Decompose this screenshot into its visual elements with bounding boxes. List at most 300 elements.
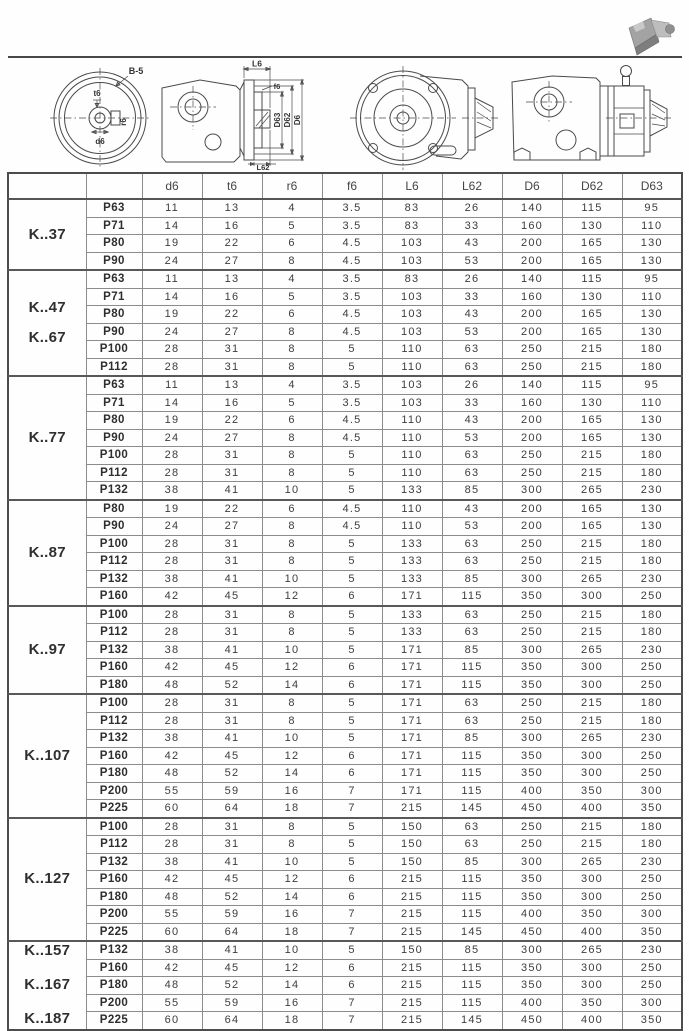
value-cell: 31 — [202, 358, 262, 376]
value-cell: 3.5 — [322, 376, 382, 394]
table-row — [8, 358, 682, 376]
value-cell: 10 — [262, 641, 322, 659]
value-cell: 10 — [262, 941, 322, 959]
value-cell: 12 — [262, 659, 322, 677]
value-cell: 265 — [562, 641, 622, 659]
value-cell: 7 — [322, 994, 382, 1012]
value-cell: 133 — [382, 606, 442, 624]
value-cell: 350 — [502, 765, 562, 783]
value-cell: 165 — [562, 429, 622, 447]
value-cell: 130 — [622, 323, 682, 341]
column-header: t6 — [202, 173, 262, 199]
value-cell: 171 — [382, 588, 442, 606]
motor-size-cell: P180 — [86, 765, 142, 783]
value-cell: 31 — [202, 836, 262, 854]
value-cell: 130 — [622, 235, 682, 253]
motor-size-cell: P160 — [86, 747, 142, 765]
value-cell: 215 — [382, 906, 442, 924]
table-row — [8, 782, 682, 800]
value-cell: 31 — [202, 818, 262, 836]
drawing-flange-end-view — [50, 66, 150, 168]
motor-size-cell: P225 — [86, 800, 142, 818]
value-cell: 52 — [202, 765, 262, 783]
value-cell: 180 — [622, 818, 682, 836]
value-cell: 41 — [202, 570, 262, 588]
value-cell: 215 — [382, 800, 442, 818]
column-header: r6 — [262, 173, 322, 199]
table-row — [8, 429, 682, 447]
value-cell: 171 — [382, 694, 442, 712]
value-cell: 42 — [142, 588, 202, 606]
value-cell: 300 — [502, 482, 562, 500]
column-header — [86, 173, 142, 199]
value-cell: 180 — [622, 694, 682, 712]
value-cell: 53 — [442, 518, 502, 536]
table-row — [8, 376, 682, 394]
value-cell: 28 — [142, 553, 202, 571]
value-cell: 43 — [442, 412, 502, 430]
value-cell: 180 — [622, 464, 682, 482]
value-cell: 27 — [202, 429, 262, 447]
value-cell: 5 — [322, 570, 382, 588]
motor-size-cell: P63 — [86, 270, 142, 288]
table-header — [8, 173, 682, 199]
value-cell: 6 — [322, 659, 382, 677]
value-cell: 200 — [502, 252, 562, 270]
value-cell: 5 — [322, 358, 382, 376]
motor-size-cell: P200 — [86, 994, 142, 1012]
value-cell: 215 — [562, 358, 622, 376]
value-cell: 38 — [142, 641, 202, 659]
value-cell: 4.5 — [322, 235, 382, 253]
value-cell: 115 — [442, 747, 502, 765]
value-cell: 55 — [142, 906, 202, 924]
motor-size-cell: P112 — [86, 836, 142, 854]
value-cell: 4.5 — [322, 323, 382, 341]
dimension-table — [7, 172, 683, 1031]
value-cell: 52 — [202, 888, 262, 906]
motor-size-cell: P200 — [86, 782, 142, 800]
value-cell: 130 — [562, 288, 622, 306]
motor-size-cell: P200 — [86, 906, 142, 924]
value-cell: 171 — [382, 676, 442, 694]
value-cell: 42 — [142, 871, 202, 889]
value-cell: 165 — [562, 252, 622, 270]
motor-size-cell: P160 — [86, 588, 142, 606]
value-cell: 28 — [142, 447, 202, 465]
value-cell: 130 — [622, 500, 682, 518]
motor-size-cell: P112 — [86, 553, 142, 571]
value-cell: 115 — [442, 977, 502, 995]
motor-size-cell: P132 — [86, 730, 142, 748]
group-label-cell — [8, 694, 86, 818]
value-cell: 6 — [322, 588, 382, 606]
value-cell: 8 — [262, 606, 322, 624]
value-cell: 55 — [142, 782, 202, 800]
value-cell: 215 — [382, 1012, 442, 1030]
value-cell: 300 — [562, 977, 622, 995]
motor-size-cell: P71 — [86, 288, 142, 306]
table-row — [8, 871, 682, 889]
value-cell: 115 — [442, 959, 502, 977]
group-label: K..127 — [24, 870, 71, 888]
value-cell: 63 — [442, 447, 502, 465]
value-cell: 350 — [562, 906, 622, 924]
value-cell: 103 — [382, 252, 442, 270]
value-cell: 38 — [142, 941, 202, 959]
value-cell: 3.5 — [322, 217, 382, 235]
value-cell: 12 — [262, 959, 322, 977]
column-header: f6 — [322, 173, 382, 199]
value-cell: 230 — [622, 853, 682, 871]
value-cell: 215 — [382, 923, 442, 941]
value-cell: 5 — [322, 341, 382, 359]
value-cell: 26 — [442, 199, 502, 217]
value-cell: 350 — [502, 977, 562, 995]
value-cell: 215 — [562, 606, 622, 624]
table-row — [8, 447, 682, 465]
group-label: K..77 — [28, 428, 66, 446]
value-cell: 10 — [262, 570, 322, 588]
column-header: D62 — [562, 173, 622, 199]
value-cell: 300 — [622, 994, 682, 1012]
value-cell: 14 — [262, 888, 322, 906]
value-cell: 133 — [382, 624, 442, 642]
value-cell: 28 — [142, 606, 202, 624]
table-row — [8, 606, 682, 624]
value-cell: 160 — [502, 394, 562, 412]
motor-size-cell: P100 — [86, 447, 142, 465]
motor-size-cell: P132 — [86, 641, 142, 659]
value-cell: 60 — [142, 1012, 202, 1030]
value-cell: 350 — [502, 871, 562, 889]
value-cell: 26 — [442, 376, 502, 394]
value-cell: 27 — [202, 323, 262, 341]
value-cell: 171 — [382, 765, 442, 783]
value-cell: 6 — [322, 959, 382, 977]
value-cell: 85 — [442, 730, 502, 748]
value-cell: 3.5 — [322, 199, 382, 217]
value-cell: 133 — [382, 482, 442, 500]
value-cell: 16 — [262, 906, 322, 924]
value-cell: 4 — [262, 270, 322, 288]
value-cell: 18 — [262, 1012, 322, 1030]
value-cell: 10 — [262, 730, 322, 748]
value-cell: 13 — [202, 376, 262, 394]
value-cell: 45 — [202, 588, 262, 606]
value-cell: 7 — [322, 782, 382, 800]
table-row — [8, 1012, 682, 1030]
motor-size-cell: P112 — [86, 358, 142, 376]
value-cell: 13 — [202, 270, 262, 288]
value-cell: 4 — [262, 199, 322, 217]
value-cell: 115 — [442, 888, 502, 906]
value-cell: 5 — [322, 553, 382, 571]
value-cell: 31 — [202, 341, 262, 359]
value-cell: 300 — [502, 941, 562, 959]
value-cell: 5 — [262, 394, 322, 412]
value-cell: 43 — [442, 306, 502, 324]
value-cell: 350 — [502, 588, 562, 606]
value-cell: 130 — [622, 518, 682, 536]
drawing-flange-front-view — [350, 66, 498, 170]
value-cell: 4.5 — [322, 500, 382, 518]
value-cell: 8 — [262, 624, 322, 642]
table-row — [8, 818, 682, 836]
value-cell: 31 — [202, 535, 262, 553]
value-cell: 14 — [262, 977, 322, 995]
dim-label-r6: r6 — [119, 118, 128, 126]
value-cell: 215 — [562, 553, 622, 571]
value-cell: 133 — [382, 535, 442, 553]
value-cell: 103 — [382, 394, 442, 412]
value-cell: 300 — [562, 676, 622, 694]
table-row — [8, 624, 682, 642]
value-cell: 11 — [142, 270, 202, 288]
value-cell: 250 — [502, 447, 562, 465]
value-cell: 130 — [622, 306, 682, 324]
value-cell: 200 — [502, 235, 562, 253]
value-cell: 7 — [322, 1012, 382, 1030]
value-cell: 215 — [382, 977, 442, 995]
value-cell: 265 — [562, 482, 622, 500]
value-cell: 59 — [202, 782, 262, 800]
value-cell: 250 — [502, 553, 562, 571]
value-cell: 300 — [622, 906, 682, 924]
value-cell: 5 — [322, 836, 382, 854]
value-cell: 115 — [442, 588, 502, 606]
value-cell: 22 — [202, 306, 262, 324]
value-cell: 400 — [562, 1012, 622, 1030]
motor-size-cell: P132 — [86, 853, 142, 871]
value-cell: 350 — [502, 676, 562, 694]
value-cell: 115 — [562, 376, 622, 394]
value-cell: 215 — [562, 447, 622, 465]
dim-label-d63: D63 — [273, 112, 282, 128]
value-cell: 60 — [142, 800, 202, 818]
value-cell: 130 — [562, 394, 622, 412]
value-cell: 53 — [442, 429, 502, 447]
value-cell: 300 — [622, 782, 682, 800]
value-cell: 350 — [502, 888, 562, 906]
group-label: K..187 — [24, 1010, 71, 1028]
value-cell: 300 — [502, 570, 562, 588]
table-row — [8, 518, 682, 536]
value-cell: 16 — [202, 288, 262, 306]
value-cell: 300 — [562, 747, 622, 765]
table-row — [8, 500, 682, 518]
value-cell: 8 — [262, 447, 322, 465]
value-cell: 45 — [202, 659, 262, 677]
value-cell: 28 — [142, 712, 202, 730]
value-cell: 115 — [442, 994, 502, 1012]
value-cell: 42 — [142, 747, 202, 765]
value-cell: 18 — [262, 800, 322, 818]
value-cell: 160 — [502, 288, 562, 306]
value-cell: 350 — [502, 959, 562, 977]
value-cell: 85 — [442, 941, 502, 959]
value-cell: 215 — [562, 535, 622, 553]
value-cell: 250 — [622, 588, 682, 606]
value-cell: 95 — [622, 199, 682, 217]
value-cell: 63 — [442, 606, 502, 624]
value-cell: 180 — [622, 358, 682, 376]
value-cell: 60 — [142, 923, 202, 941]
value-cell: 52 — [202, 676, 262, 694]
value-cell: 63 — [442, 535, 502, 553]
value-cell: 180 — [622, 535, 682, 553]
value-cell: 12 — [262, 747, 322, 765]
value-cell: 38 — [142, 853, 202, 871]
value-cell: 63 — [442, 818, 502, 836]
table-row — [8, 977, 682, 995]
table-row — [8, 412, 682, 430]
value-cell: 5 — [322, 447, 382, 465]
value-cell: 14 — [142, 288, 202, 306]
table-row — [8, 199, 682, 217]
value-cell: 53 — [442, 323, 502, 341]
value-cell: 250 — [502, 712, 562, 730]
value-cell: 33 — [442, 288, 502, 306]
table-row — [8, 659, 682, 677]
value-cell: 59 — [202, 994, 262, 1012]
motor-size-cell: P112 — [86, 712, 142, 730]
table-row — [8, 394, 682, 412]
motor-size-cell: P100 — [86, 535, 142, 553]
value-cell: 110 — [622, 288, 682, 306]
motor-size-cell: P90 — [86, 429, 142, 447]
value-cell: 10 — [262, 482, 322, 500]
value-cell: 180 — [622, 836, 682, 854]
value-cell: 8 — [262, 836, 322, 854]
value-cell: 140 — [502, 376, 562, 394]
callout-b5: B-5 — [128, 66, 144, 76]
value-cell: 103 — [382, 235, 442, 253]
value-cell: 95 — [622, 270, 682, 288]
value-cell: 83 — [382, 217, 442, 235]
value-cell: 150 — [382, 836, 442, 854]
value-cell: 85 — [442, 853, 502, 871]
dim-label-d6-outer: D6 — [293, 114, 302, 126]
value-cell: 180 — [622, 606, 682, 624]
group-label-cell — [8, 376, 86, 500]
value-cell: 41 — [202, 853, 262, 871]
value-cell: 6 — [262, 500, 322, 518]
value-cell: 28 — [142, 818, 202, 836]
value-cell: 64 — [202, 923, 262, 941]
value-cell: 250 — [502, 624, 562, 642]
value-cell: 28 — [142, 836, 202, 854]
value-cell: 12 — [262, 588, 322, 606]
value-cell: 110 — [622, 217, 682, 235]
value-cell: 215 — [562, 341, 622, 359]
value-cell: 43 — [442, 235, 502, 253]
value-cell: 300 — [562, 765, 622, 783]
value-cell: 24 — [142, 429, 202, 447]
motor-size-cell: P160 — [86, 871, 142, 889]
table-row — [8, 676, 682, 694]
value-cell: 11 — [142, 199, 202, 217]
table-row — [8, 235, 682, 253]
value-cell: 165 — [562, 518, 622, 536]
value-cell: 8 — [262, 694, 322, 712]
value-cell: 22 — [202, 235, 262, 253]
value-cell: 5 — [322, 818, 382, 836]
value-cell: 400 — [562, 800, 622, 818]
motor-size-cell: P160 — [86, 959, 142, 977]
value-cell: 5 — [322, 712, 382, 730]
value-cell: 215 — [562, 464, 622, 482]
motor-size-cell: P80 — [86, 306, 142, 324]
value-cell: 115 — [562, 199, 622, 217]
value-cell: 171 — [382, 712, 442, 730]
value-cell: 130 — [562, 217, 622, 235]
value-cell: 31 — [202, 712, 262, 730]
value-cell: 5 — [322, 730, 382, 748]
value-cell: 16 — [202, 394, 262, 412]
group-label-cell — [8, 199, 86, 270]
value-cell: 14 — [262, 676, 322, 694]
value-cell: 63 — [442, 553, 502, 571]
value-cell: 8 — [262, 323, 322, 341]
value-cell: 215 — [382, 888, 442, 906]
value-cell: 41 — [202, 482, 262, 500]
value-cell: 16 — [202, 217, 262, 235]
value-cell: 18 — [262, 923, 322, 941]
value-cell: 38 — [142, 570, 202, 588]
value-cell: 5 — [322, 641, 382, 659]
technical-drawings — [0, 60, 689, 170]
value-cell: 5 — [322, 464, 382, 482]
motor-size-cell: P63 — [86, 199, 142, 217]
value-cell: 165 — [562, 235, 622, 253]
value-cell: 6 — [322, 977, 382, 995]
value-cell: 180 — [622, 553, 682, 571]
value-cell: 48 — [142, 977, 202, 995]
motor-size-cell: P132 — [86, 941, 142, 959]
table-row — [8, 906, 682, 924]
motor-size-cell: P225 — [86, 1012, 142, 1030]
value-cell: 19 — [142, 412, 202, 430]
value-cell: 8 — [262, 358, 322, 376]
value-cell: 110 — [622, 394, 682, 412]
motor-size-cell: P100 — [86, 606, 142, 624]
table-row — [8, 323, 682, 341]
value-cell: 19 — [142, 306, 202, 324]
value-cell: 110 — [382, 358, 442, 376]
value-cell: 14 — [142, 217, 202, 235]
value-cell: 103 — [382, 306, 442, 324]
value-cell: 22 — [202, 412, 262, 430]
group-label-cell — [8, 500, 86, 606]
motor-size-cell: P160 — [86, 659, 142, 677]
value-cell: 215 — [382, 994, 442, 1012]
motor-size-cell: P90 — [86, 323, 142, 341]
value-cell: 115 — [442, 871, 502, 889]
column-header: d6 — [142, 173, 202, 199]
motor-size-cell: P100 — [86, 818, 142, 836]
value-cell: 103 — [382, 323, 442, 341]
value-cell: 33 — [442, 217, 502, 235]
value-cell: 250 — [622, 871, 682, 889]
value-cell: 42 — [142, 959, 202, 977]
value-cell: 63 — [442, 464, 502, 482]
value-cell: 3.5 — [322, 270, 382, 288]
value-cell: 250 — [502, 341, 562, 359]
value-cell: 115 — [442, 765, 502, 783]
table-row — [8, 288, 682, 306]
value-cell: 45 — [202, 871, 262, 889]
